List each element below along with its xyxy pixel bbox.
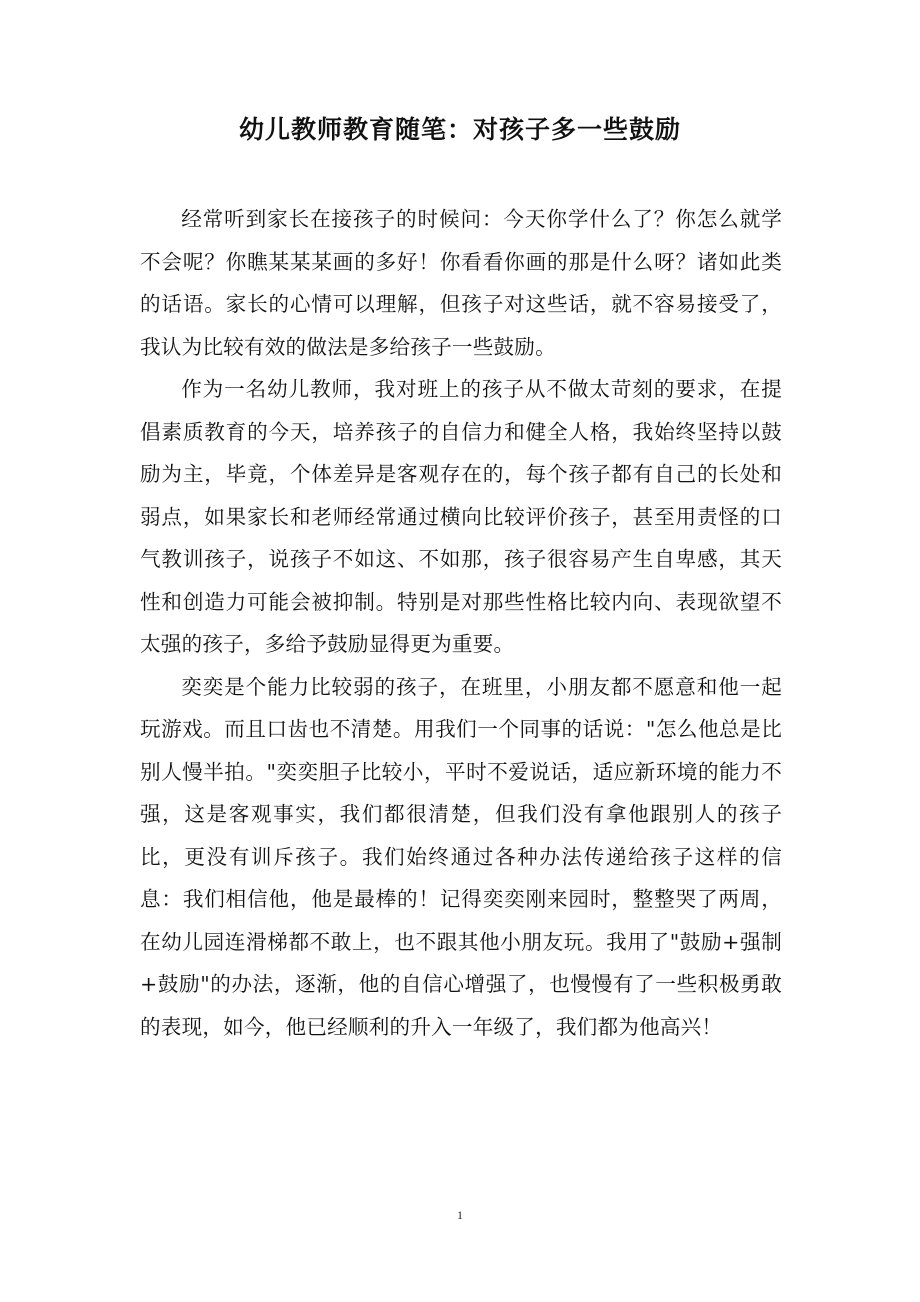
paragraph-3: 奕奕是个能力比较弱的孩子，在班里，小朋友都不愿意和他一起玩游戏。而且口齿也不清楚。用我们一个同事的话说："怎么他总是比别人慢半拍。"奕奕胆子比较小，平时不爱说话，适应新环境的能力不强，这是客观事实，我们都很清楚，但我们没有拿他跟别人的孩子比，更没有训斥孩子。我们始终通过各种办法传递给孩子这样的信息：我们相信他，他是最棒的！记得奕奕刚来园时，整整哭了两周，在幼儿园连滑梯都不敢上，也不跟其他小朋友玩。我用了"鼓励+强制+鼓励"的办法，逐渐，他的自信心增强了，也慢慢有了一些积极勇敢的表现，如今，他已经顺利的升入一年级了，我们都为他高兴！ bbox=[140, 674, 782, 1039]
page-number: 1 bbox=[457, 1208, 463, 1222]
document-title: 幼儿教师教育随笔：对孩子多一些鼓励 bbox=[238, 115, 681, 144]
paragraph-1: 经常听到家长在接孩子的时候问：今天你学什么了？你怎么就学不会呢？你瞧某某某画的多好！你看看你画的那是什么呀？诸如此类的话语。家长的心情可以理解，但孩子对这些话，就不容易接受了，我认为比较有效的做法是多给孩子一些鼓励。 bbox=[140, 207, 782, 359]
paragraph-2: 作为一名幼儿教师，我对班上的孩子从不做太苛刻的要求，在提倡素质教育的今天，培养孩子的自信力和健全人格，我始终坚持以鼓励为主，毕竟，个体差异是客观存在的，每个孩子都有自己的长处和弱点，如果家长和老师经常通过横向比较评价孩子，甚至用责怪的口气教训孩子，说孩子不如这、不如那，孩子很容易产生自卑感，其天性和创造力可能会被抑制。特别是对那些性格比较内向、表现欲望不太强的孩子，多给予鼓励显得更为重要。 bbox=[140, 377, 782, 656]
document-body bbox=[140, 198, 782, 1048]
